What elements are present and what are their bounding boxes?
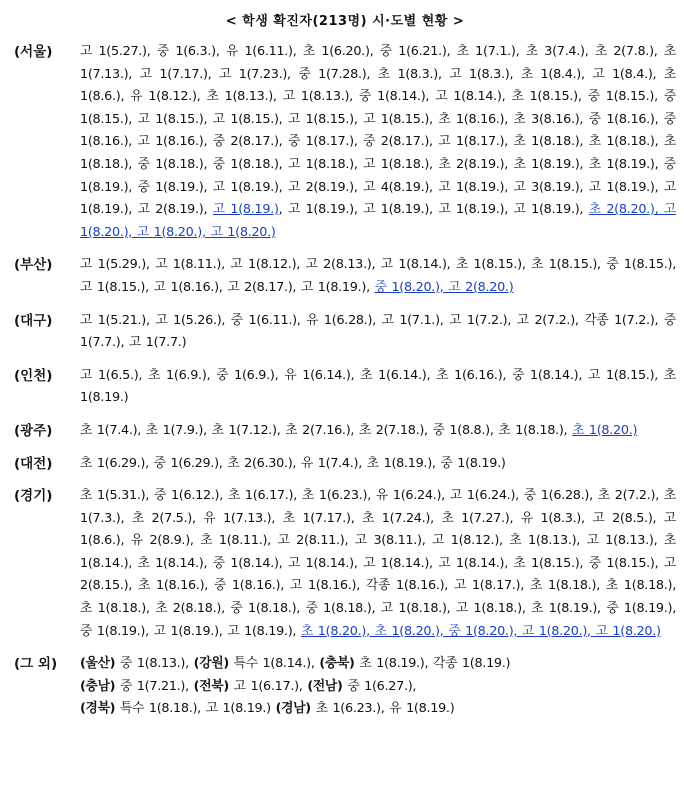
region-label: (부산) — [14, 257, 53, 274]
page-title: < 학생 확진자(213명) 시·도별 현황 > — [225, 14, 465, 29]
cases-text: 특수 1(8.18.), 고 1(8.19.) — [115, 701, 276, 717]
cases-text: 초 1(6.23.), 유 1(8.19.) — [310, 701, 455, 717]
region-label: (대구) — [14, 312, 53, 329]
region-label: (광주) — [14, 422, 53, 439]
cases-text: 초 1(7.4.), 초 1(7.9.), 초 1(7.12.), 초 2(7.16.), 초 2(7.18.), 중 1(8.8.), 초 1(8.18.), — [80, 422, 573, 438]
region-cases — [80, 485, 676, 643]
region-daejeon — [14, 453, 676, 476]
region-incheon — [14, 365, 676, 410]
cases-text: 중 1(7.21.), — [115, 678, 194, 694]
region-others — [14, 653, 676, 721]
region-cases — [80, 453, 676, 476]
cases-text: 고 1(5.21.), 고 1(5.26.), 중 1(6.11.), 유 1(6.28.), 고 1(7.1.), 고 1(7.2.), 고 2(7.2.), 각종 1(7.2.), 중 1(7.7.), 고 1(7.7.) — [80, 312, 676, 351]
other-line — [80, 676, 676, 699]
cases-text: 고 1(5.27.), 중 1(6.3.), 유 1(6.11.), 초 1(6.20.), 중 1(6.21.), 초 1(7.1.), 초 3(7.4.), 초 2(7.8.), 초 1(7.13.), 고 1(7.17.), 고 1(7.23.), 중 1(7.28.), 초 1(8.3.), 고 1(8.3.), 초 1(8.4.), 고 1(8.4.), 초 1(8.6.), 유 1(8.12.), 초 1(8.13.), 고 1(8.13.), 중 1(8.14.), 고 1(8.14.), 초 1(8.15.), 중 1(8.15.), 중 1(8.15.), 고 1(8.15.), 고 1(8.15.), 고 1(8.15.), 고 1(8.15.), 초 1(8.16.), 초 3(8.16.), 중 1(8.16.), 중 1(8.16.), 고 1(8.16.), 중 2(8.17.), 중 1(8.17.), 중 2(8.17.), 고 1(8.17.), 초 1(8.18.), 초 1(8.18.), 초 1(8.18.), 중 1(8.18.), 중 1(8.18.), 고 1(8.18.), 고 1(8.18.), 초 2(8.19.), 초 1(8.19.), 초 1(8.19.), 중 1(8.19.), 중 1(8.19.), 고 1(8.19.), 고 2(8.19.), 고 4(8.19.), 고 1(8.19.), 고 3(8.19.), 고 1(8.19.), 고 1(8.19.), 고 2(8.19.), — [80, 44, 676, 218]
region-busan — [14, 254, 676, 299]
region-cases — [80, 653, 676, 721]
new-cases-text: 초 1(8.20.), 초 1(8.20.), 중 1(8.20.), 고 1(8.20.), 고 1(8.20.) — [300, 623, 661, 639]
region-label: (인천) — [14, 367, 53, 384]
cases-text: 초 1(6.29.), 중 1(6.29.), 초 2(6.30.), 유 1(7.4.), 초 1(8.19.), 중 1(8.19.) — [80, 455, 506, 471]
region-cases — [80, 310, 676, 355]
other-line — [80, 653, 676, 676]
sub-region-label: (경북) — [80, 701, 116, 717]
sub-region-label: (경남) — [275, 701, 311, 717]
cases-text: 중 1(6.27.), — [342, 678, 417, 694]
cases-text: 초 1(5.31.), 중 1(6.12.), 초 1(6.17.), 초 1(6.23.), 유 1(6.24.), 고 1(6.24.), 중 1(6.28.), 초 2(7.2.), 초 1(7.3.), 초 2(7.5.), 유 1(7.13.), 초 1(7.17.), 초 1(7.24.), 초 1(7.27.), 유 1(8.3.), 고 2(8.5.), 고 1(8.6.), 유 2(8.9.), 초 1(8.11.), 고 2(8.11.), 고 3(8.11.), 고 1(8.12.), 초 1(8.13.), 고 1(8.13.), 초 1(8.14.), 초 1(8.14.), 중 1(8.14.), 고 1(8.14.), 고 1(8.14.), 고 1(8.14.), 초 1(8.15.), 중 1(8.15.), 고 2(8.15.), 초 1(8.16.), 중 1(8.16.), 고 1(8.16.), 각종 1(8.16.), 고 1(8.17.), 초 1(8.18.), 초 1(8.18.), 초 1(8.18.), 초 2(8.18.), 중 1(8.18.), 중 1(8.18.), 고 1(8.18.), 고 1(8.18.), 초 1(8.19.), 중 1(8.19.), 중 1(8.19.), 고 1(8.19.), 고 1(8.19.), — [80, 488, 676, 639]
cases-text: 고 1(6.17.), — [228, 678, 308, 694]
new-cases-text: 초 1(8.20.) — [572, 422, 638, 438]
sub-region-label: (전북) — [193, 678, 229, 694]
sub-region-label: (충남) — [80, 678, 116, 694]
cases-text: 고 1(5.29.), 고 1(8.11.), 고 1(8.12.), 고 2(8.13.), 고 1(8.14.), 초 1(8.15.), 초 1(8.15.), 중 1(8.15.), 고 1(8.15.), 고 1(8.16.), 고 2(8.17.), 고 1(8.19.), — [80, 257, 676, 295]
region-label: (서울) — [14, 44, 53, 60]
region-label: (대전) — [14, 455, 53, 472]
region-gyeonggi — [14, 485, 676, 643]
sub-region-label: (울산) — [80, 656, 116, 672]
region-label: (경기) — [14, 488, 53, 505]
cases-text: 초 1(8.19.), 각종 1(8.19.) — [354, 656, 511, 672]
region-gwangju — [14, 420, 676, 443]
region-cases — [80, 365, 676, 410]
cases-text: 중 1(8.13.), — [115, 656, 194, 672]
sub-region-label: (충북) — [319, 656, 355, 672]
sub-region-label: (전남) — [307, 678, 343, 694]
region-label: (그 외) — [14, 656, 58, 673]
cases-text: 특수 1(8.14.), — [228, 656, 320, 672]
sub-region-label: (강원) — [193, 656, 229, 672]
region-daegu — [14, 310, 676, 355]
region-cases — [80, 254, 676, 299]
region-cases — [80, 41, 676, 244]
cases-text: , 고 1(8.19.), 고 1(8.19.), 고 1(8.19.), 고 1(8.19.), — [278, 202, 589, 218]
new-cases-text: 중 1(8.20.), 고 2(8.20.) — [374, 279, 514, 295]
region-cases — [80, 420, 676, 443]
other-line — [80, 698, 676, 721]
new-cases-text: 고 1(8.19.) — [212, 202, 279, 218]
new-cases-text: 초 2(8.20.), 고 1(8.20.), 고 1(8.20.), 고 1(8.20.) — [80, 202, 676, 240]
region-seoul — [14, 41, 676, 244]
cases-text: 고 1(6.5.), 초 1(6.9.), 중 1(6.9.), 유 1(6.14.), 초 1(6.14.), 초 1(6.16.), 중 1(8.14.), 고 1(8.15.), 초 1(8.19.) — [80, 367, 676, 406]
